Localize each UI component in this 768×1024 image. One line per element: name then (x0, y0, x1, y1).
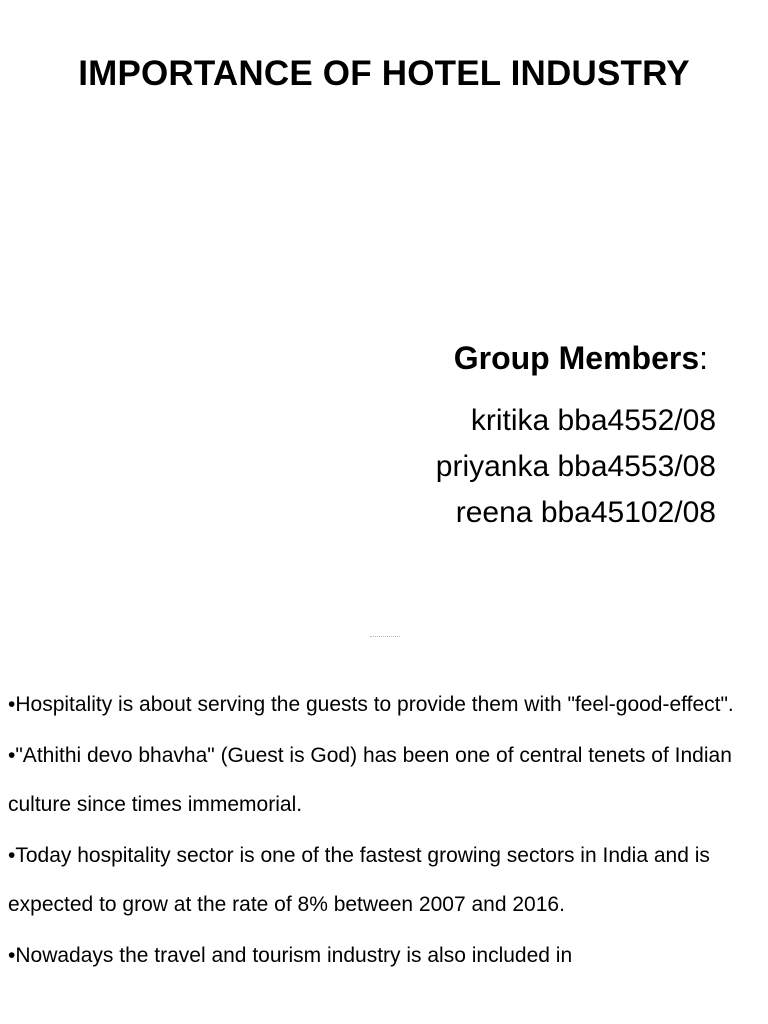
content-body (8, 680, 758, 982)
bullet-paragraph: •Today hospitality sector is one of the fastest growing sectors in India and is expected to grow at the rate of 8% between 2007 and 2016. (8, 844, 710, 916)
group-members-label: Group Members (453, 340, 700, 376)
member-item: reena bba45102/08 (455, 496, 716, 529)
bullet-paragraph: •Nowadays the travel and tourism industry is also included in (8, 944, 573, 967)
member-list (436, 398, 716, 536)
member-item: priyanka bba4553/08 (435, 450, 716, 483)
slide-divider (370, 636, 400, 639)
bullet-paragraph: •Hospitality is about serving the guests to provide them with "feel-good-effect". (8, 693, 734, 716)
slide-title: IMPORTANCE OF HOTEL INDUSTRY (78, 54, 690, 93)
group-members-colon: : (699, 340, 708, 376)
member-item: kritika bba4552/08 (470, 404, 716, 437)
bullet-paragraph: •"Athithi devo bhavha" (Guest is God) has been one of central tenets of Indian culture since times immemorial. (8, 744, 732, 816)
group-members-heading (454, 340, 708, 377)
